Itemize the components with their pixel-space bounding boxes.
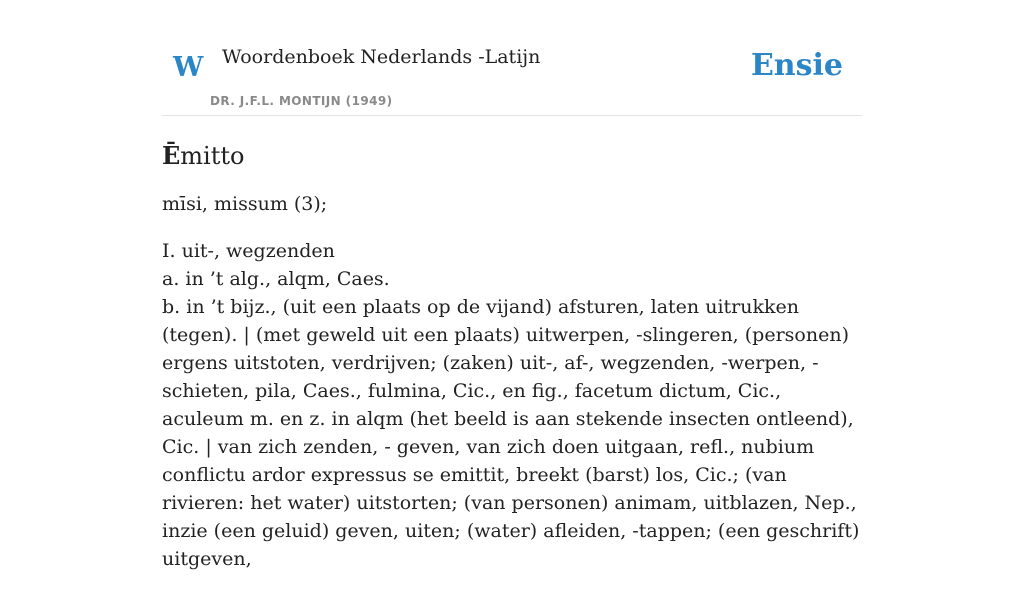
entry-senses: [162, 237, 862, 573]
book-title[interactable]: Woordenboek Nederlands -Latijn: [222, 46, 541, 68]
sense-line: I. uit-, wegzenden: [162, 240, 335, 262]
sense-line: a. in ’t alg., alqm, Caes.: [162, 268, 390, 290]
entry-body: [162, 190, 862, 573]
entry-title-rest: mitto: [180, 142, 245, 170]
content-container: [162, 0, 862, 592]
ensie-logo-link[interactable]: Ensie: [750, 48, 843, 83]
book-author: DR. J.F.L. MONTIJN (1949): [210, 94, 393, 108]
sense-line: b. in ’t bijz., (uit een plaats op de vijand) afsturen, laten uitrukken (tegen). | (met geweld uit een plaats) uitwerpen, -slingeren, (personen) ergens uitstoten, verdrijven; (zaken) uit-, af-, wegzenden, -werpen, -schieten, pila, Caes., fulmina, Cic., en fig., facetum dictum, Cic., aculeum m. en z. in alqm (het beeld is aan stekende insecten ontleend), Cic. | van zich zenden, - geven, van zich doen uitgaan, refl., nubium conflictu ardor expressus se emittit, breekt (barst) los, Cic.; (van rivieren: het water) uitstorten; (van personen) animam, uitblazen, Nep., inzie (een geluid) geven, uiten; (water) afleiden, -tappen; (een geschrift) uitgeven,: [162, 296, 860, 570]
entry-title-lead: Ē: [162, 141, 181, 170]
book-logo-icon[interactable]: W: [173, 52, 204, 83]
header: [162, 0, 862, 116]
entry-title: [162, 140, 862, 172]
entry-forms: mīsi, missum (3);: [162, 193, 328, 215]
